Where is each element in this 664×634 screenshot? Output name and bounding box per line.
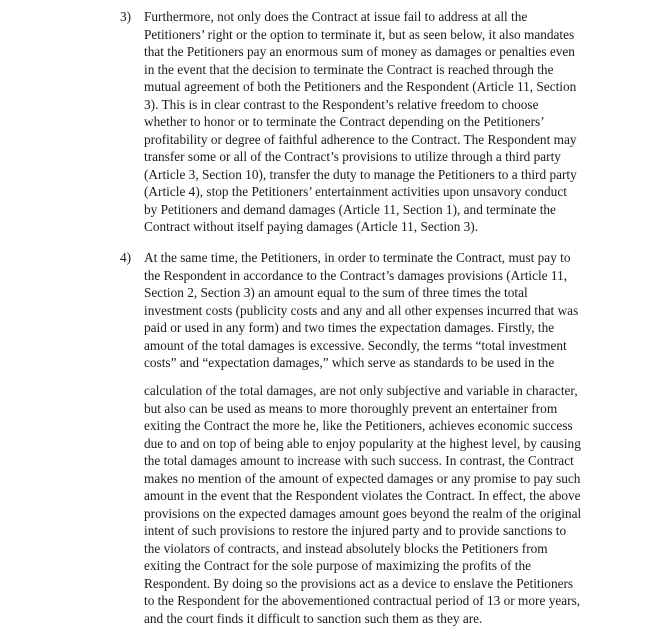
paragraph-3-body xyxy=(144,8,577,236)
text-line: and the court finds it difficult to sanction such them as they are. xyxy=(144,610,483,626)
text-line: calculation of the total damages, are not only subjective and variable in character, xyxy=(144,383,578,398)
paragraph-4-body xyxy=(144,249,578,372)
paragraph-number: 3) xyxy=(120,9,132,24)
text-line: paid or used in any form) and two times the expectation damages. Firstly, the xyxy=(144,320,555,335)
text-line: costs” and “expectation damages,” which serve as standards to be used in the xyxy=(144,355,555,370)
text-line: Contract without itself paying damages (Article 11, Section 3). xyxy=(144,219,479,234)
text-line: exiting the Contract for the sole purpose of maximizing the profits of the xyxy=(144,558,531,573)
text-line: in the event that the decision to terminate the Contract is reached through the xyxy=(144,61,554,77)
text-line: transfer some or all of the Contract’s provisions to utilize through a third party xyxy=(144,149,561,164)
text-line: investment costs (publicity costs and any and all other expenses incurred that was xyxy=(144,302,579,318)
text-line: provisions on the expected damages amount goes beyond the realm of the original xyxy=(144,505,582,521)
paragraph-number: 4) xyxy=(120,250,132,265)
text-line: Respondent. By doing so the provisions act as a device to enslave the Petitioners xyxy=(144,575,574,591)
text-line: Petitioners’ right or the option to terminate it, but as seen below, it also mandates xyxy=(144,26,575,42)
text-line: the Respondent in accordance to the Contract’s damages provisions (Article 11, xyxy=(144,267,568,283)
text-line: Section 2, Section 3) an amount equal to the sum of three times the total xyxy=(144,285,528,300)
text-line: mutual agreement of both the Petitioners and the Respondent (Article 11, Section xyxy=(144,79,577,94)
text-line: intent of such provisions to restore the injured party and to provide sanctions to xyxy=(144,523,567,538)
text-line: the violators of contracts, and instead absolutely blocks the Petitioners from xyxy=(144,540,548,556)
text-line: the total damages amount to increase with such success. In contrast, the Contract xyxy=(144,453,574,468)
text-line: exiting the Contract the more he, like the Petitioners, achieves economic success xyxy=(144,418,573,433)
text-line: makes no mention of the amount of expected damages or any promise to pay such xyxy=(144,470,581,486)
text-line: 3). This is in clear contrast to the Respondent’s relative freedom to choose xyxy=(144,96,539,112)
text-line: At the same time, the Petitioners, in order to terminate the Contract, must pay to xyxy=(144,250,571,265)
text-line: profitability or degree of faithful adherence to the Contract. The Respondent may xyxy=(144,131,577,147)
text-line: but also can be used as means to more thoroughly prevent an entertainer from xyxy=(144,400,558,416)
text-line: (Article 3, Section 10), transfer the duty to manage the Petitioners to a third party xyxy=(144,166,577,182)
text-line: Furthermore, not only does the Contract at issue fail to address at all the xyxy=(144,9,528,24)
text-line: amount in the event that the Respondent violates the Contract. In effect, the above xyxy=(144,488,581,503)
text-line: amount of the total damages is excessive. Secondly, the terms “total investment xyxy=(144,337,567,353)
text-line: that the Petitioners pay an enormous sum of money as damages or penalties even xyxy=(144,44,575,59)
text-line: whether to honor or to terminate the Contract depending on the Petitioners’ xyxy=(144,114,545,129)
text-line: (Article 4), stop the Petitioners’ entertainment activities upon unsavory conduct xyxy=(144,184,567,199)
text-line: to the Respondent for the abovementioned contractual period of 13 or more years, xyxy=(144,593,581,608)
text-line: due to and on top of being able to enjoy popularity at the highest level, by causing xyxy=(144,435,581,451)
paragraph-4-continuation xyxy=(144,382,581,627)
text-line: by Petitioners and demand damages (Article 11, Section 1), and terminate the xyxy=(144,201,556,217)
